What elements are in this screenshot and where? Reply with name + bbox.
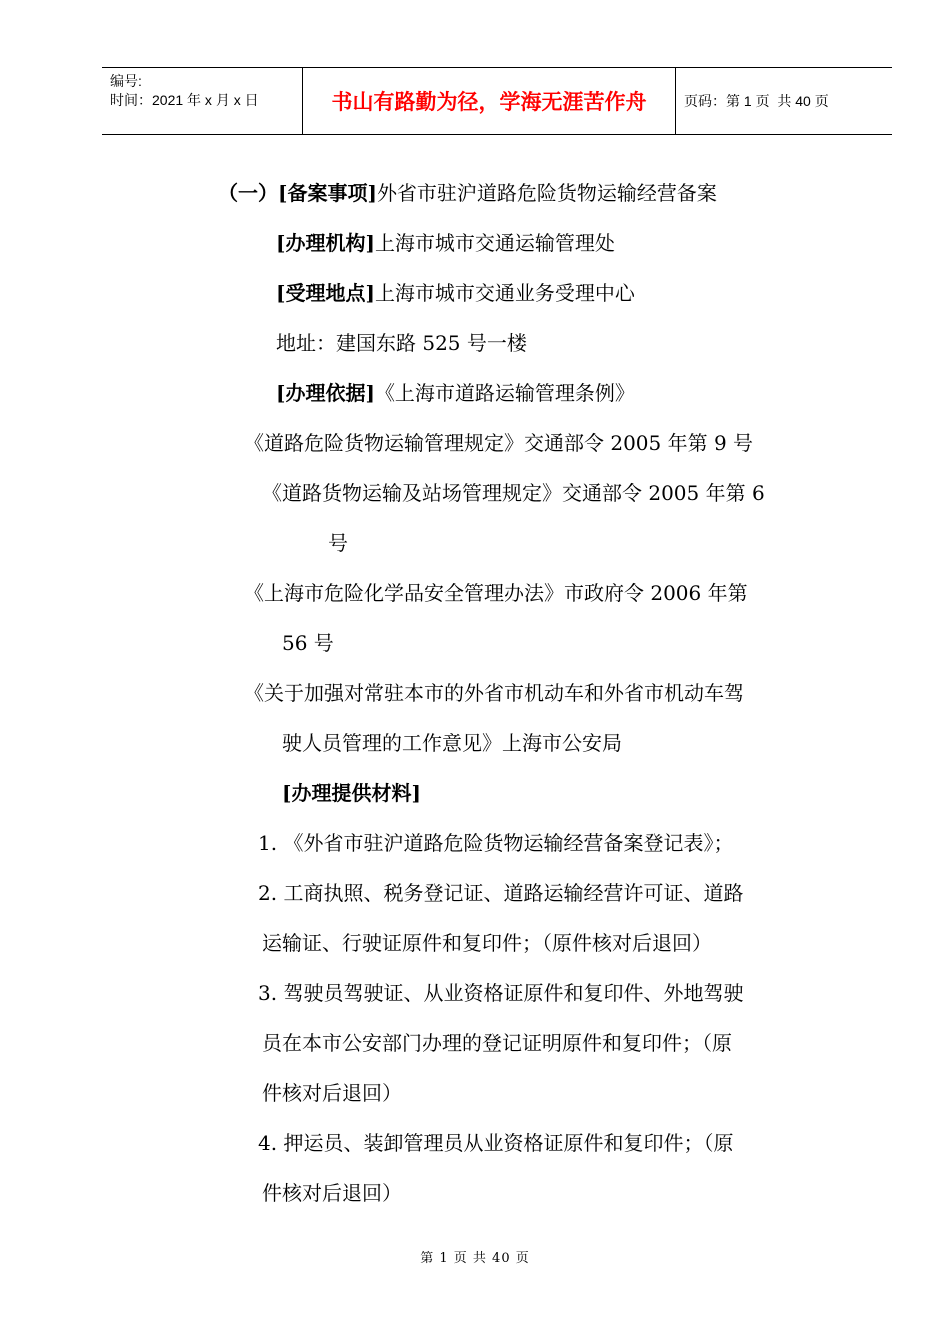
line-handling-agency <box>276 229 615 257</box>
line-basis-4: 《上海市危险化学品安全管理办法》市政府令 2006 年第 <box>244 581 748 605</box>
line-legal-basis <box>276 379 635 407</box>
line-material-4-cont: 件核对后退回） <box>262 1181 402 1205</box>
handling-agency-text: 上海市城市交通运输管理处 <box>374 231 615 255</box>
line-basis-5: 《关于加强对常驻本市的外省市机动车和外省市机动车驾 <box>244 681 744 705</box>
line-material-2-cont: 运输证、行驶证原件和复印件；（原件核对后退回） <box>262 931 712 955</box>
line-materials-heading <box>282 779 421 807</box>
page-header <box>102 67 892 135</box>
header-meta <box>102 68 302 134</box>
tag-materials: [办理提供材料] <box>282 781 421 805</box>
line-basis-3: 《道路货物运输及站场管理规定》交通部令 2005 年第 6 <box>262 481 765 505</box>
page-footer: 第 1 页 共 40 页 <box>420 1251 530 1266</box>
line-material-3: 3. 驾驶员驾驶证、从业资格证原件和复印件、外地驾驶 <box>258 981 744 1005</box>
line-basis-5-cont: 驶人员管理的工作意见》上海市公安局 <box>282 731 622 755</box>
tag-acceptance-location: [受理地点] <box>276 281 375 305</box>
line-prefix: （一） <box>218 181 278 205</box>
header-motto: 书山有路勤为径，学海无涯苦作舟 <box>302 68 676 134</box>
line-basis-2: 《道路危险货物运输管理规定》交通部令 2005 年第 9 号 <box>244 431 754 455</box>
line-material-3-cont: 员在本市公安部门办理的登记证明原件和复印件；（原 <box>262 1031 732 1055</box>
line-material-4: 4. 押运员、装卸管理员从业资格证原件和复印件；（原 <box>258 1131 734 1155</box>
line-basis-3-cont: 号 <box>328 531 348 555</box>
line-material-3-cont2: 件核对后退回） <box>262 1081 402 1105</box>
tag-legal-basis: [办理依据] <box>276 381 375 405</box>
legal-basis-text: 《上海市道路运输管理条例》 <box>374 381 635 405</box>
header-page-info: 页码：第 1 页 共 40 页 <box>684 93 829 109</box>
line-basis-4-cont: 56 号 <box>282 631 334 655</box>
filing-item-text: 外省市驻沪道路危险货物运输经营备案 <box>376 181 717 205</box>
line-material-1: 1. 《外省市驻沪道路危险货物运输经营备案登记表》； <box>258 831 734 855</box>
time-label: 时间：2021 年 x 月 x 日 <box>110 92 259 108</box>
line-filing-item <box>218 179 717 207</box>
line-address: 地址：建国东路 525 号一楼 <box>276 331 527 355</box>
line-acceptance-location <box>276 279 635 307</box>
tag-filing-item: [备案事项] <box>278 181 377 205</box>
number-label: 编号: <box>110 73 142 89</box>
line-material-2: 2. 工商执照、税务登记证、道路运输经营许可证、道路 <box>258 881 744 905</box>
acceptance-location-text: 上海市城市交通业务受理中心 <box>374 281 635 305</box>
tag-handling-agency: [办理机构] <box>276 231 375 255</box>
